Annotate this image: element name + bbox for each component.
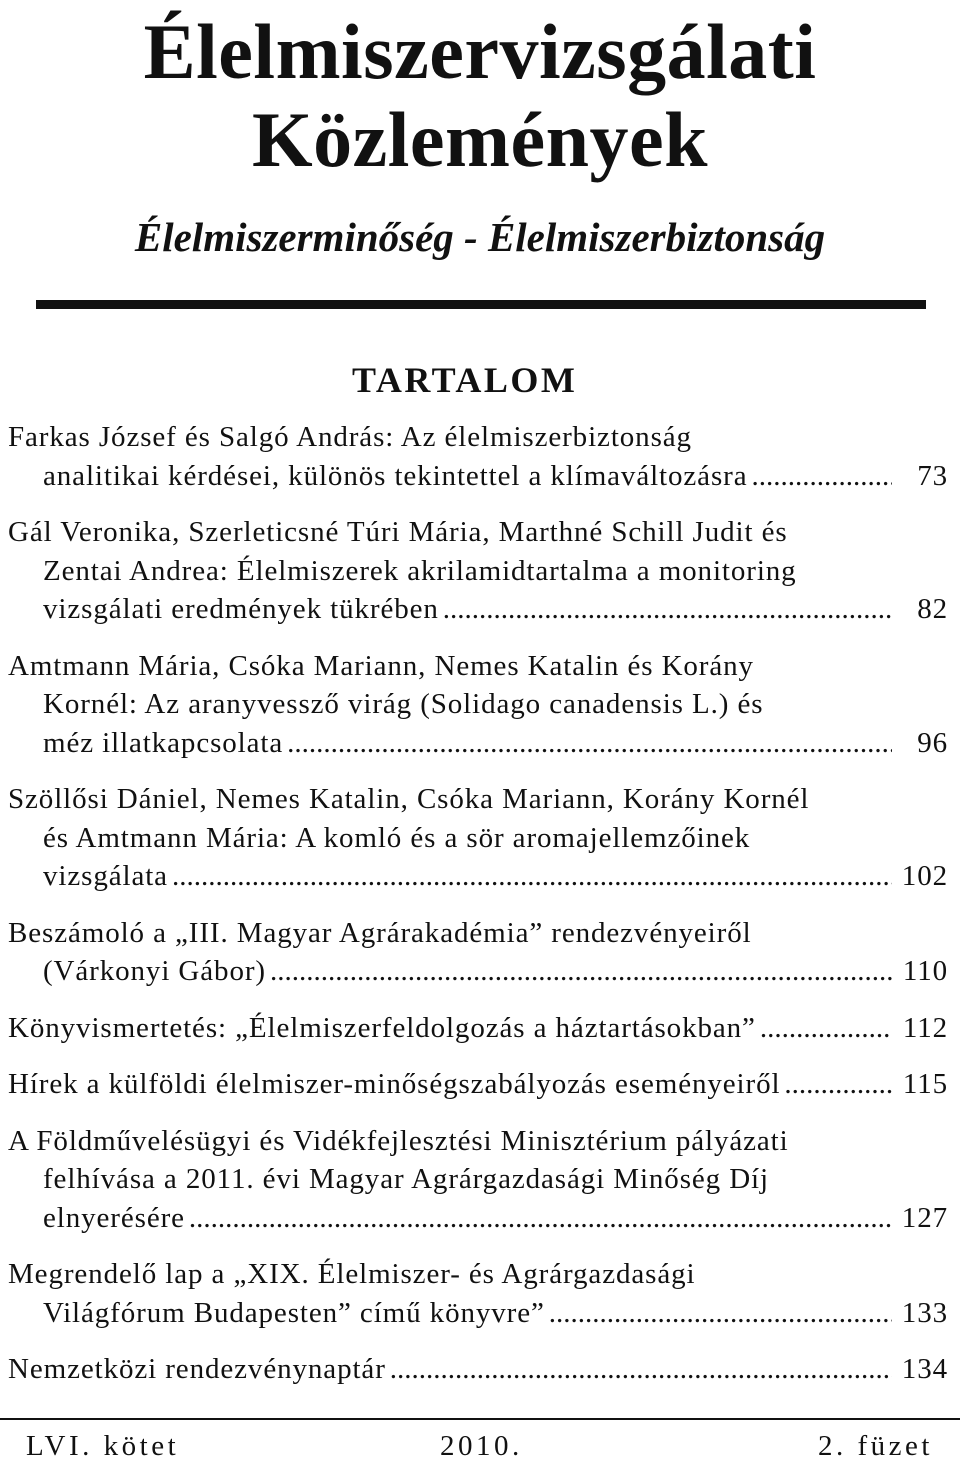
toc-entry-final-line <box>0 1065 960 1104</box>
year-label: 2010. <box>440 1430 523 1462</box>
leader-dots <box>172 857 892 896</box>
toc-entry <box>0 1255 960 1332</box>
table-of-contents <box>0 418 960 1407</box>
toc-heading: TARTALOM <box>352 360 578 400</box>
toc-page-number: 127 <box>901 1201 948 1234</box>
footer-divider <box>0 1418 960 1420</box>
leader-dots <box>549 1294 892 1333</box>
toc-entry-text: Amtmann Mária, Csóka Mariann, Nemes Katalin és Korány <box>8 649 754 682</box>
toc-entry-final-line <box>0 1294 960 1333</box>
toc-page-number: 112 <box>902 1011 948 1044</box>
toc-page-number: 73 <box>917 459 948 492</box>
toc-entry-text: (Várkonyi Gábor) <box>43 955 266 987</box>
toc-entry-final-line <box>0 457 960 496</box>
toc-entry-text: Szöllősi Dániel, Nemes Katalin, Csóka Mariann, Korány Kornél <box>8 783 810 815</box>
issue-label: 2. füzet <box>818 1430 933 1462</box>
toc-entry-text: felhívása a 2011. évi Magyar Agrárgazdasági Minőség Díj <box>43 1163 769 1195</box>
toc-page-number: 110 <box>902 955 948 987</box>
toc-entry-text: elnyerésére <box>43 1201 185 1234</box>
leader-dots <box>189 1199 892 1238</box>
toc-entry-text: vizsgálata <box>43 860 168 892</box>
journal-subtitle: Élelmiszerminőség - Élelmiszerbiztonság <box>134 214 826 260</box>
toc-entry-final-line <box>0 1199 960 1238</box>
toc-page-number: 133 <box>901 1296 948 1329</box>
leader-dots <box>287 724 892 763</box>
header-divider <box>36 300 926 309</box>
toc-page-number: 134 <box>901 1353 948 1385</box>
volume-label: LVI. kötet <box>26 1430 180 1462</box>
toc-entry <box>0 1009 960 1048</box>
toc-entry-text: Farkas József és Salgó András: Az élelmiszerbiztonság <box>8 421 692 453</box>
leader-dots <box>784 1065 892 1104</box>
leader-dots <box>270 952 892 991</box>
toc-page-number: 115 <box>902 1068 948 1100</box>
toc-entry-final-line <box>0 724 960 763</box>
toc-entry-text: A Földművelésügyi és Vidékfejlesztési Minisztérium pályázati <box>8 1124 789 1157</box>
leader-dots <box>443 590 892 629</box>
toc-entry <box>0 914 960 991</box>
leader-dots <box>760 1009 892 1048</box>
toc-entry <box>0 418 960 495</box>
toc-entry <box>0 1122 960 1238</box>
journal-title-line-1: Élelmiszervizsgálati <box>143 8 817 95</box>
toc-entry-text: Nemzetközi rendezvénynaptár <box>8 1353 386 1385</box>
toc-entry-text: méz illatkapcsolata <box>43 726 284 759</box>
toc-entry <box>0 513 960 629</box>
toc-entry-text: Kornél: Az aranyvessző virág (Solidago canadensis L.) és <box>43 688 764 720</box>
toc-entry-text: Hírek a külföldi élelmiszer-minőségszabályozás eseményeiről <box>8 1068 781 1100</box>
toc-entry-final-line <box>0 590 960 629</box>
toc-entry-text: vizsgálati eredmények tükrében <box>43 593 439 625</box>
journal-title-line-2: Közlemények <box>251 96 709 183</box>
toc-entry-text: Zentai Andrea: Élelmiszerek akrilamidtartalma a monitoring <box>43 554 797 587</box>
toc-page-number: 82 <box>917 593 948 625</box>
toc-entry-final-line <box>0 952 960 991</box>
toc-entry-text: analitikai kérdései, különös tekintettel a klímaváltozásra <box>43 459 748 492</box>
leader-dots <box>390 1350 892 1389</box>
toc-entry-text: és Amtmann Mária: A komló és a sör aromajellemzőinek <box>43 821 751 854</box>
toc-entry-text: Világfórum Budapesten” című könyvre” <box>43 1296 545 1329</box>
toc-entry-final-line <box>0 1350 960 1389</box>
toc-entry-text: Megrendelő lap a „XIX. Élelmiszer- és Agrárgazdasági <box>8 1258 696 1290</box>
toc-page-number: 102 <box>901 860 948 892</box>
leader-dots <box>751 457 892 496</box>
toc-entry-final-line <box>0 1009 960 1048</box>
toc-entry <box>0 1350 960 1389</box>
toc-entry <box>0 1065 960 1104</box>
toc-entry-final-line <box>0 857 960 896</box>
toc-entry-text: Beszámoló a „III. Magyar Agrárakadémia” rendezvényeiről <box>8 916 752 949</box>
toc-page-number: 96 <box>917 726 948 759</box>
toc-entry-text: Gál Veronika, Szerleticsné Túri Mária, Marthné Schill Judit és <box>8 516 788 548</box>
toc-entry <box>0 780 960 896</box>
toc-entry-text: Könyvismertetés: „Élelmiszerfeldolgozás a háztartásokban” <box>8 1011 756 1044</box>
toc-entry <box>0 647 960 763</box>
